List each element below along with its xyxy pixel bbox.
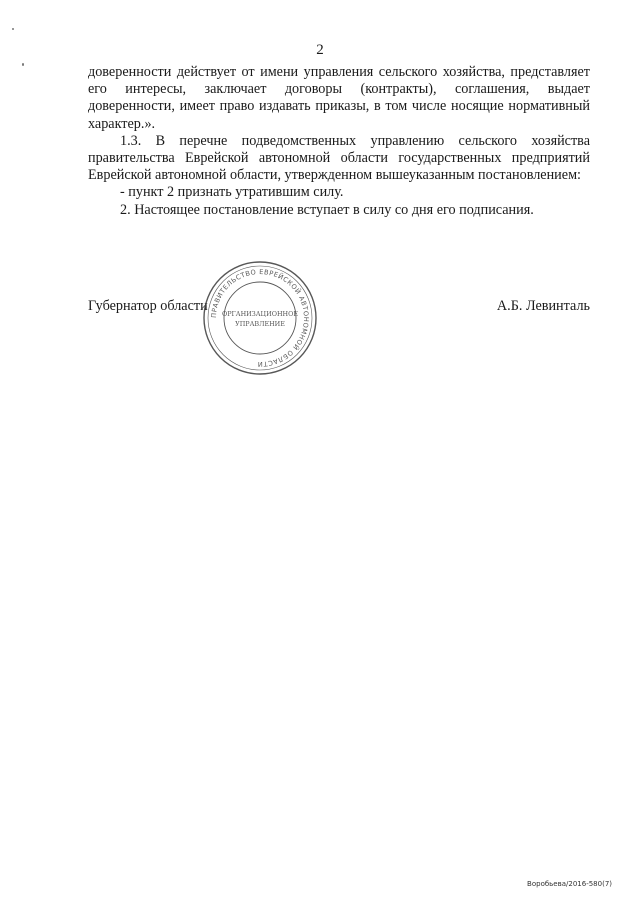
paragraph-continuation: доверенности действует от имени управления сельского хозяйства, представляет его интересы, заключает договоры (контракты), соглашения, выдает доверенности, имеет право издавать приказы, в том числе носящие нормативный характер.».	[88, 64, 590, 132]
scan-speck	[22, 63, 24, 66]
document-code: Воробьева/2016-580(7)	[527, 880, 612, 888]
official-seal-stamp	[200, 258, 320, 378]
scan-speck	[12, 28, 14, 30]
body-text	[88, 64, 590, 219]
seal-center-line-2: УПРАВЛЕНИЕ	[235, 320, 285, 328]
seal-center-line-1: ОРГАНИЗАЦИОННОЕ	[221, 310, 299, 318]
signatory-name: А.Б. Левинталь	[496, 298, 590, 314]
seal-outer-text: ПРАВИТЕЛЬСТВО ЕВРЕЙСКОЙ АВТОНОМНОЙ ОБЛАСТИ	[209, 267, 311, 369]
signatory-position: Губернатор области	[88, 298, 208, 314]
page-number: 2	[316, 42, 324, 58]
paragraph-item-2-void: - пункт 2 признать утратившим силу.	[120, 184, 344, 201]
paragraph-effective-date: 2. Настоящее постановление вступает в силу со дня его подписания.	[120, 201, 534, 218]
paragraph-1-3: 1.3. В перечне подведомственных управлению сельского хозяйства правительства Еврейской автономной области государственных предприятий Еврейской автономной области, утвержденном вышеуказанным постановлением:	[88, 132, 590, 184]
